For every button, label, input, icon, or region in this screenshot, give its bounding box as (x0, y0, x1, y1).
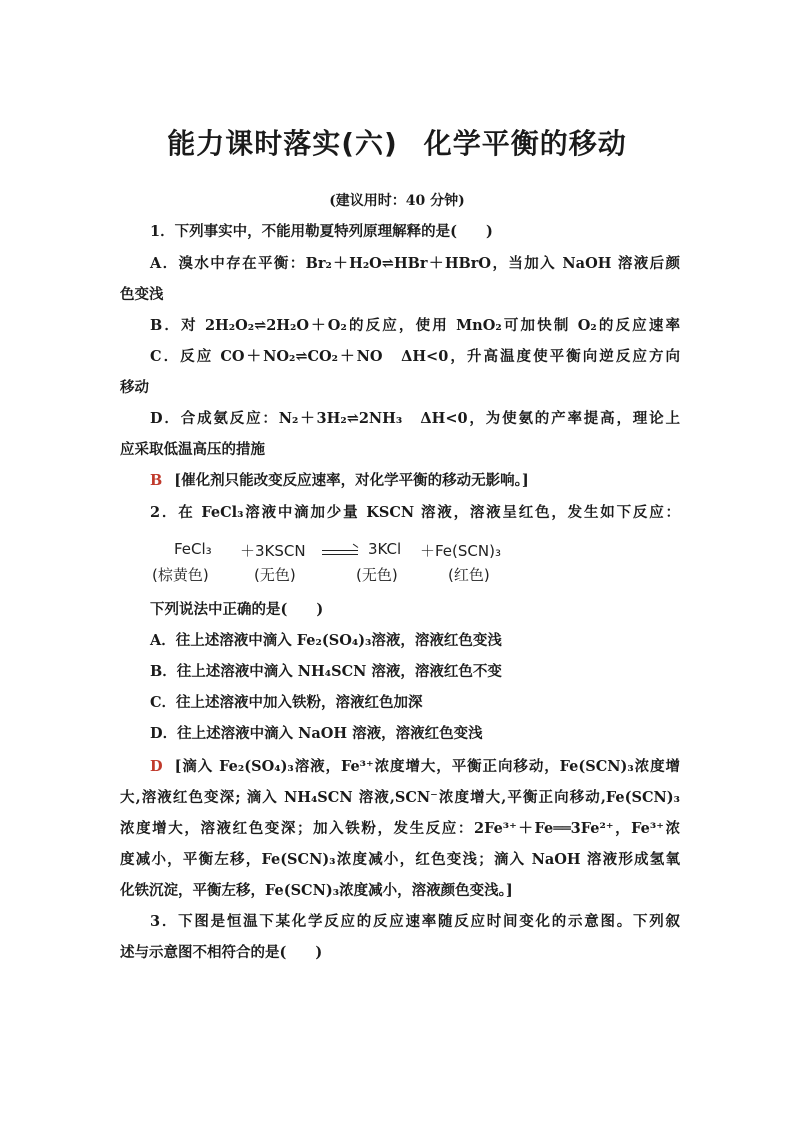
color-kcl: (无色) (356, 566, 398, 584)
reactant-fecl3: FeCl₃ (174, 540, 212, 558)
q1-option-a-line1: A．溴水中存在平衡：Br₂＋H₂O⇌HBr＋HBrO，当加入 NaOH 溶液后颜 (150, 255, 680, 272)
q2-question: 下列说法中正确的是( ) (150, 601, 324, 618)
q2-explanation-line1 (150, 757, 680, 777)
q1-option-b: B．对 2H₂O₂⇌2H₂O＋O₂的反应，使用 MnO₂可加快制 O₂的反应速率 (150, 317, 680, 334)
q2-stem: 2．在 FeCl₃溶液中滴加少量 KSCN 溶液，溶液呈红色，发生如下反应： (150, 504, 680, 521)
color-kscn: (无色) (254, 566, 296, 584)
product-fe-scn: ＋Fe(SCN)₃ (420, 542, 501, 560)
q1-answer-explanation (150, 471, 680, 491)
product-kcl: 3KCl (368, 540, 402, 558)
color-fecl3: (棕黄色) (152, 566, 209, 584)
q2-option-c: C．往上述溶液中加入铁粉，溶液红色加深 (150, 694, 423, 711)
q1-stem: 1．下列事实中，不能用勒夏特列原理解释的是( ) (150, 223, 493, 240)
q1-explanation: [催化剂只能改变反应速率，对化学平衡的移动无影响。] (174, 472, 529, 489)
title-main: 能力课时落实(六) (167, 127, 398, 160)
q1-answer: B (150, 472, 163, 489)
title-sub: 化学平衡的移动 (423, 127, 627, 160)
reactant-kscn: ＋3KSCN (240, 542, 306, 560)
q2-explanation-line5: 化铁沉淀，平衡左移，Fe(SCN)₃浓度减小，溶液颜色变浅。] (120, 882, 513, 899)
q2-answer: D (150, 758, 163, 775)
q2-explanation-line3: 浓度增大，溶液红色变深；加入铁粉，发生反应：2Fe³⁺＋Fe══3Fe²⁺，Fe³⁺浓 (120, 820, 680, 837)
q2-option-a: A．往上述溶液中滴入 Fe₂(SO₄)₃溶液，溶液红色变浅 (150, 632, 502, 649)
q1-option-d-line1: D．合成氨反应：N₂＋3H₂⇌2NH₃ ΔH<0，为使氨的产率提高，理论上 (150, 410, 680, 427)
q3-stem-line1: 3．下图是恒温下某化学反应的反应速率随反应时间变化的示意图。下列叙 (150, 913, 680, 930)
q2-option-d: D．往上述溶液中滴入 NaOH 溶液，溶液红色变浅 (150, 725, 483, 742)
equilibrium-arrow-icon (320, 543, 360, 561)
q1-option-c-line1: C．反应 CO＋NO₂⇌CO₂＋NO ΔH<0，升高温度使平衡向逆反应方向 (150, 348, 680, 365)
q2-explanation-text1: [滴入 Fe₂(SO₄)₃溶液，Fe³⁺浓度增大，平衡正向移动，Fe(SCN)₃浓度增 (174, 758, 680, 775)
q1-option-c-line2: 移动 (120, 379, 149, 396)
page-title (0, 122, 794, 162)
q2-reaction-equation (148, 538, 568, 590)
q3-stem-line2: 述与示意图不相符合的是( ) (120, 944, 323, 961)
q1-option-a-line2: 色变浅 (120, 286, 164, 303)
q2-explanation-line2: 大,溶液红色变深; 滴入 NH₄SCN 溶液,SCN⁻浓度增大,平衡正向移动,Fe(SCN)₃ (120, 789, 680, 806)
color-fe-scn: (红色) (448, 566, 490, 584)
q2-option-b: B．往上述溶液中滴入 NH₄SCN 溶液，溶液红色不变 (150, 663, 502, 680)
q1-option-d-line2: 应采取低温高压的措施 (120, 441, 265, 458)
suggested-time: (建议用时：40 分钟) (329, 193, 465, 209)
q2-explanation-line4: 度减小，平衡左移，Fe(SCN)₃浓度减小，红色变浅；滴入 NaOH 溶液形成氢氧 (120, 851, 680, 868)
